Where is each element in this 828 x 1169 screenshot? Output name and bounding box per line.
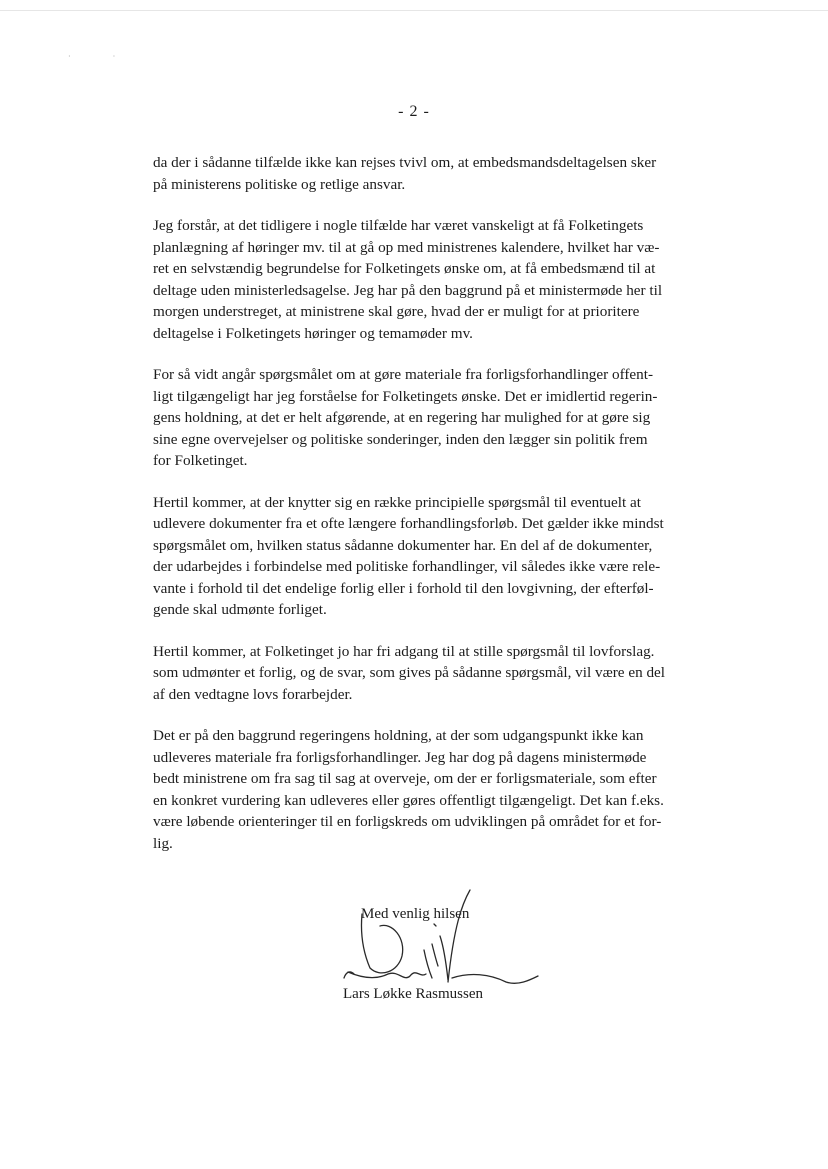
text-line: være løbende orienteringer til en forligskreds om udviklingen på området for et for- <box>153 813 662 830</box>
text-line: lig. <box>153 834 173 852</box>
paragraph-1 <box>153 152 701 195</box>
paragraph-4 <box>153 492 701 621</box>
paragraph-3 <box>153 364 701 472</box>
text-line: da der i sådanne tilfælde ikke kan rejses tvivl om, at embedsmandsdeltagelsen sker <box>153 154 657 171</box>
signature-block <box>340 886 560 1016</box>
text-line: bedt ministrene om fra sag til sag at overveje, om der er forligsmateriale, som efter <box>153 770 657 787</box>
text-line: på ministerens politiske og retlige ansvar. <box>153 175 406 193</box>
text-line: udleveres materiale fra forligsforhandlinger. Jeg har dog på dagens ministermøde <box>153 748 647 766</box>
handwritten-signature <box>340 886 560 1016</box>
text-line: deltage uden ministerledsagelse. Jeg har på den baggrund på et ministermøde her til <box>153 281 663 299</box>
scan-edge-line <box>0 10 828 11</box>
page-number: - 2 - <box>398 103 430 120</box>
text-line: af den vedtagne lovs forarbejder. <box>153 685 353 703</box>
text-line: en konkret vurdering kan udleveres eller gøres offentligt tilgængeligt. Det kan f.eks. <box>153 791 664 809</box>
text-line: gende skal udmønte forliget. <box>153 601 327 618</box>
text-line: udlevere dokumenter fra et ofte længere forhandlingsforløb. Det gælder ikke mindst <box>153 515 664 532</box>
text-line: morgen understreget, at ministrene skal gøre, hvad der er muligt for at prioritere <box>153 303 640 320</box>
text-line: der udarbejdes i forbindelse med politiske forhandlinger, vil således ikke være rele- <box>153 558 661 575</box>
text-line: som udmønter et forlig, og de svar, som gives på sådanne spørgsmål, vil være en del <box>153 664 666 681</box>
text-line: for Folketinget. <box>153 452 248 469</box>
text-line: Det er på den baggrund regeringens holdning, at der som udgangspunkt ikke kan <box>153 727 644 744</box>
text-line: sine egne overvejelser og politiske sonderinger, inden den lægger sin politik frem <box>153 430 648 448</box>
text-line: For så vidt angår spørgsmålet om at gøre materiale fra forligsforhandlinger offent- <box>153 366 654 383</box>
scan-specks: · · <box>68 52 136 61</box>
paragraph-2 <box>153 215 701 344</box>
text-line: Hertil kommer, at der knytter sig en række principielle spørgsmål til eventuelt at <box>153 493 641 511</box>
closing-salutation: Med venlig hilsen <box>361 906 470 922</box>
signer-name: Lars Løkke Rasmussen <box>343 986 483 1002</box>
text-line: Jeg forstår, at det tidligere i nogle tilfælde har været vanskeligt at få Folketingets <box>153 217 644 234</box>
text-line: planlægning af høringer mv. til at gå op med ministrenes kalendere, hvilket har væ- <box>153 238 660 256</box>
paragraph-6 <box>153 725 701 854</box>
paragraph-5 <box>153 641 701 706</box>
text-line: ligt tilgængeligt har jeg forståelse for Folketingets ønske. Det er imidlertid regerin- <box>153 387 658 405</box>
text-line: gens holdning, at det er helt afgørende, at en regering har mulighed for at gøre sig <box>153 409 651 426</box>
text-line: ret en selvstændig begrundelse for Folketingets ønske om, at få embedsmænd til at <box>153 260 656 277</box>
text-line: vante i forhold til det endelige forlig eller i forhold til den lovgivning, der efterføl- <box>153 579 654 597</box>
letter-body <box>153 152 701 874</box>
text-line: deltagelse i Folketingets høringer og temamøder mv. <box>153 324 473 342</box>
text-line: Hertil kommer, at Folketinget jo har fri adgang til at stille spørgsmål til lovforslag. <box>153 642 655 660</box>
text-line: spørgsmålet om, hvilken status sådanne dokumenter har. En del af de dokumenter, <box>153 536 653 554</box>
